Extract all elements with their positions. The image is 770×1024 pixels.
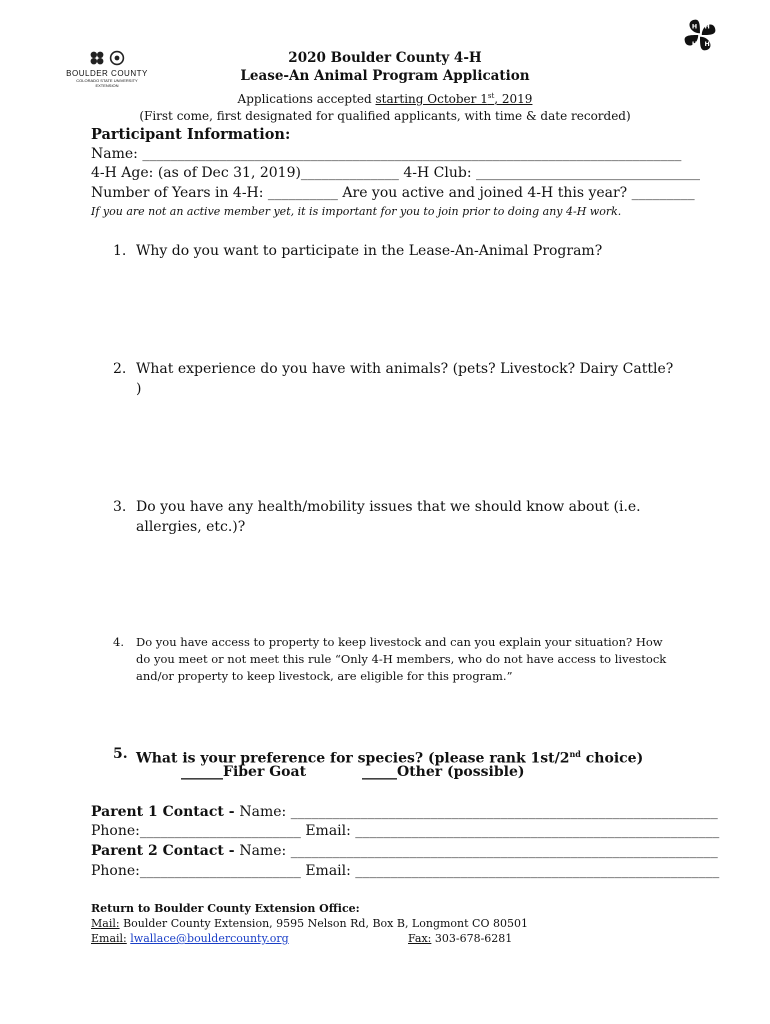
name-field[interactable]: Name: _____________________________________________________________________________ [91,146,682,162]
parent-2-contact[interactable] [91,843,718,859]
question-text: Why do you want to participate in the Lease-An-Animal Program? [136,243,603,259]
title-line-1: 2020 Boulder County 4-H [288,50,482,66]
mail-address [91,916,528,931]
question-5-text-end: choice) [580,750,644,767]
first-come-note: (First come, first designated for qualified applicants, with time & date recorded) [139,109,631,123]
svg-text:H: H [691,40,698,48]
parent-1-label: Parent 1 Contact - [91,804,240,820]
accepted-year: , 2019 [494,92,533,106]
fax-line [408,931,512,946]
question-number: 2. [113,361,127,377]
accepted-date-sup: st [487,92,495,100]
question-text: Do you have any health/mobility issues that we should know about (i.e. allergies, etc.)? [136,499,641,535]
return-label: Return to Boulder County Extension Office: [91,902,360,915]
applications-accepted [0,92,770,106]
accepted-prefix: Applications accepted [237,92,376,106]
species-fiber-goat[interactable]: ______Fiber Goat [181,764,307,780]
species-other[interactable]: _____Other (possible) [362,764,525,780]
email-link[interactable]: lwallace@bouldercounty.org [130,932,289,945]
question-number: 4. [113,635,124,649]
question-number: 1. [113,243,127,259]
active-member-note: If you are not an active member yet, it is important for you to join prior to doing any 4-H work. [91,205,622,218]
parent-1-phone-email[interactable]: Phone:_______________________ Email: ____________________________________________________ [91,823,720,839]
parent-1-name-field[interactable]: Name: _____________________________________________________________ [239,804,718,820]
participant-heading: Participant Information: [91,126,291,143]
parent-2-label: Parent 2 Contact - [91,843,240,859]
mail-value: Boulder County Extension, 9595 Nelson Rd, Box B, Longmont CO 80501 [119,917,528,930]
logo-text: BOULDER COUNTY [66,69,148,78]
logo-subtext: COLORADO STATE UNIVERSITY EXTENSION [76,78,138,88]
mail-label: Mail: [91,917,120,930]
question-number: 5. [113,746,128,762]
question-5-text: What is your preference for species? (please rank 1st/2 [136,750,570,767]
question-text: What experience do you have with animals? (pets? Livestock? Dairy Cattle? ) [136,361,674,397]
four-h-clover-icon [682,17,718,53]
parent-2-name-field[interactable]: Name: _____________________________________________________________ [239,843,718,859]
age-club-field[interactable]: 4-H Age: (as of Dec 31, 2019)______________ 4-H Club: ________________________________ [91,165,701,181]
parent-1-contact[interactable] [91,804,718,820]
years-active-field[interactable]: Number of Years in 4-H: __________ Are you active and joined 4-H this year? _________ [91,185,695,201]
accepted-date [376,92,533,106]
parent-2-phone-email[interactable]: Phone:_______________________ Email: ____________________________________________________ [91,863,720,879]
email-label: Email: [91,932,127,945]
question-text: Do you have access to property to keep livestock and can you explain your situation? How do you meet or not meet this rule “Only 4-H members, who do not have access to livestock and/or property to keep livestock, are eligible for this program.” [136,635,667,683]
title-line-2: Lease-An Animal Program Application [240,68,530,84]
svg-text:H: H [691,23,698,31]
question-number: 3. [113,499,127,515]
accepted-date-text: starting October 1 [375,92,488,106]
email-line [91,931,289,946]
svg-text:H: H [704,23,710,31]
question-5-sup: nd [569,749,581,759]
fax-label: Fax: [408,932,432,945]
fax-value: 303-678-6281 [431,932,513,945]
svg-text:H: H [704,40,710,48]
